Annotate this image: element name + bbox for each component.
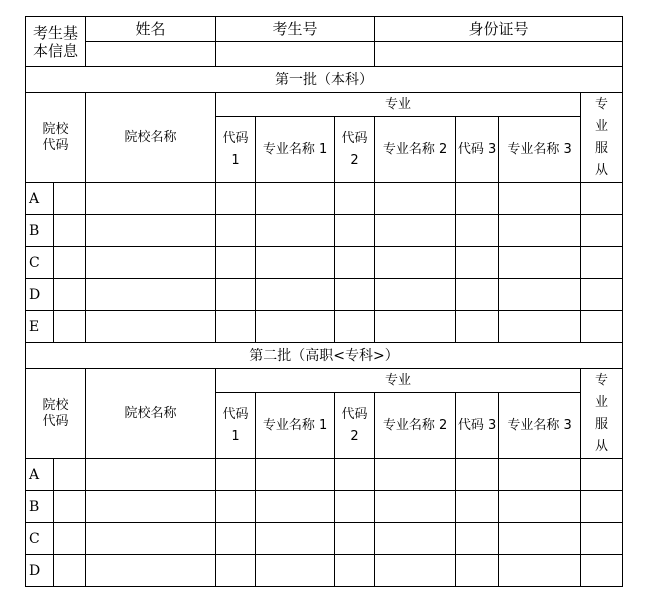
table-row [26, 523, 623, 555]
form-cell[interactable] [581, 183, 623, 215]
form-cell[interactable] [256, 523, 335, 555]
form-cell[interactable] [335, 247, 375, 279]
form-cell[interactable] [86, 459, 216, 491]
batch2-code2-header [335, 393, 375, 459]
form-cell[interactable] [499, 279, 581, 311]
table-row [26, 183, 623, 215]
table-row [26, 279, 623, 311]
form-cell[interactable] [499, 183, 581, 215]
form-cell[interactable] [456, 311, 499, 343]
form-cell[interactable] [54, 523, 86, 555]
form-cell[interactable] [54, 555, 86, 587]
form-cell[interactable] [581, 279, 623, 311]
form-cell[interactable] [581, 311, 623, 343]
id-number-header: 身份证号 [375, 17, 623, 42]
batch1-major-name1-header: 专业名称 1 [256, 117, 335, 183]
form-cell[interactable] [499, 459, 581, 491]
form-cell[interactable] [256, 247, 335, 279]
batch2-school-code-header [26, 369, 86, 459]
batch2-code1-header [216, 393, 256, 459]
form-cell[interactable] [256, 279, 335, 311]
form-cell[interactable] [375, 183, 456, 215]
form-cell[interactable] [499, 247, 581, 279]
form-cell[interactable] [216, 555, 256, 587]
form-cell[interactable] [375, 555, 456, 587]
form-cell[interactable] [54, 247, 86, 279]
form-cell[interactable] [256, 311, 335, 343]
table-row [26, 247, 623, 279]
form-cell[interactable] [54, 311, 86, 343]
batch1-school-code-header [26, 93, 86, 183]
batch2-code3-header: 代码 3 [456, 393, 499, 459]
form-cell[interactable] [335, 183, 375, 215]
form-cell[interactable] [581, 459, 623, 491]
form-cell[interactable] [335, 459, 375, 491]
form-cell[interactable] [456, 459, 499, 491]
form-cell[interactable] [375, 247, 456, 279]
batch2-row-label: C [26, 523, 54, 555]
form-cell[interactable] [86, 247, 216, 279]
batch2-row-label: D [26, 555, 54, 587]
form-cell[interactable] [256, 555, 335, 587]
form-cell[interactable] [216, 523, 256, 555]
form-cell[interactable] [581, 555, 623, 587]
form-cell[interactable] [86, 215, 216, 247]
batch1-row-label: E [26, 311, 54, 343]
form-cell[interactable] [54, 279, 86, 311]
form-cell[interactable] [216, 311, 256, 343]
form-cell[interactable] [456, 215, 499, 247]
form-cell[interactable] [456, 491, 499, 523]
form-cell[interactable] [256, 459, 335, 491]
form-cell[interactable] [375, 523, 456, 555]
form-cell[interactable] [456, 183, 499, 215]
form-cell[interactable] [86, 555, 216, 587]
batch2-major-name2-header: 专业名称 2 [375, 393, 456, 459]
batch2-major-header: 专业 [216, 369, 581, 393]
table-row [26, 555, 623, 587]
form-cell[interactable] [86, 311, 216, 343]
form-cell[interactable] [581, 247, 623, 279]
table-row [26, 215, 623, 247]
batch1-title: 第一批（本科） [26, 67, 623, 93]
batch2-major-name3-header: 专业名称 3 [499, 393, 581, 459]
batch1-row-label: A [26, 183, 54, 215]
form-cell[interactable] [216, 215, 256, 247]
batch2-row-label: B [26, 491, 54, 523]
form-table [25, 16, 623, 587]
form-cell[interactable] [216, 491, 256, 523]
batch1-major-name3-header: 专业名称 3 [499, 117, 581, 183]
form-cell[interactable] [499, 555, 581, 587]
form-cell[interactable] [86, 279, 216, 311]
form-cell[interactable] [335, 311, 375, 343]
form-cell[interactable] [375, 215, 456, 247]
batch1-code2-text: 代码2 [341, 130, 368, 168]
batch2-school-code-text: 院校代码 [42, 397, 69, 429]
name-field[interactable] [86, 42, 216, 67]
form-cell[interactable] [335, 491, 375, 523]
form-cell[interactable] [581, 215, 623, 247]
table-row [26, 459, 623, 491]
batch1-school-code-text: 院校代码 [42, 121, 69, 153]
form-cell[interactable] [456, 279, 499, 311]
batch2-code2-text: 代码2 [341, 406, 368, 444]
batch2-code1-text: 代码1 [222, 406, 249, 444]
batch2-title: 第二批（高职<专科>） [26, 343, 623, 369]
batch1-row-label: D [26, 279, 54, 311]
id-number-field[interactable] [375, 42, 623, 67]
form-cell[interactable] [335, 523, 375, 555]
batch1-code2-header [335, 117, 375, 183]
form-cell[interactable] [456, 523, 499, 555]
batch1-major-name2-header: 专业名称 2 [375, 117, 456, 183]
form-cell[interactable] [54, 183, 86, 215]
form-cell[interactable] [499, 491, 581, 523]
form-cell[interactable] [499, 311, 581, 343]
form-cell[interactable] [216, 279, 256, 311]
form-cell[interactable] [335, 555, 375, 587]
form-cell[interactable] [375, 279, 456, 311]
form-cell[interactable] [256, 215, 335, 247]
batch1-obey-text: 专业服从 [595, 96, 609, 178]
batch1-school-name-header: 院校名称 [86, 93, 216, 183]
batch2-school-name-header: 院校名称 [86, 369, 216, 459]
form-cell[interactable] [456, 247, 499, 279]
table-row [26, 311, 623, 343]
form-cell[interactable] [499, 523, 581, 555]
form-cell[interactable] [581, 523, 623, 555]
exam-number-field[interactable] [216, 42, 375, 67]
form-cell[interactable] [581, 491, 623, 523]
form-cell[interactable] [456, 555, 499, 587]
form-cell[interactable] [216, 183, 256, 215]
candidate-info-text: 考生基本信息 [33, 23, 79, 60]
batch2-major-name1-header: 专业名称 1 [256, 393, 335, 459]
batch1-code1-header [216, 117, 256, 183]
batch1-obey-header [581, 93, 623, 183]
form-cell[interactable] [256, 491, 335, 523]
batch2-row-label: A [26, 459, 54, 491]
batch1-row-label: C [26, 247, 54, 279]
table-row [26, 491, 623, 523]
exam-number-header: 考生号 [216, 17, 375, 42]
batch1-major-header: 专业 [216, 93, 581, 117]
application-form [25, 16, 622, 587]
form-cell[interactable] [375, 311, 456, 343]
form-cell[interactable] [335, 215, 375, 247]
form-cell[interactable] [335, 279, 375, 311]
candidate-info-label [26, 17, 86, 67]
form-cell[interactable] [375, 491, 456, 523]
batch1-code1-text: 代码1 [222, 130, 249, 168]
form-cell[interactable] [54, 459, 86, 491]
form-cell[interactable] [256, 183, 335, 215]
form-cell[interactable] [216, 247, 256, 279]
form-cell[interactable] [499, 215, 581, 247]
batch2-obey-text: 专业服从 [595, 372, 609, 454]
form-cell[interactable] [54, 215, 86, 247]
batch1-row-label: B [26, 215, 54, 247]
name-header: 姓名 [86, 17, 216, 42]
form-cell[interactable] [216, 459, 256, 491]
batch1-code3-header: 代码 3 [456, 117, 499, 183]
form-cell[interactable] [54, 491, 86, 523]
form-cell[interactable] [86, 523, 216, 555]
form-cell[interactable] [375, 459, 456, 491]
form-cell[interactable] [86, 183, 216, 215]
batch2-obey-header [581, 369, 623, 459]
form-cell[interactable] [86, 491, 216, 523]
